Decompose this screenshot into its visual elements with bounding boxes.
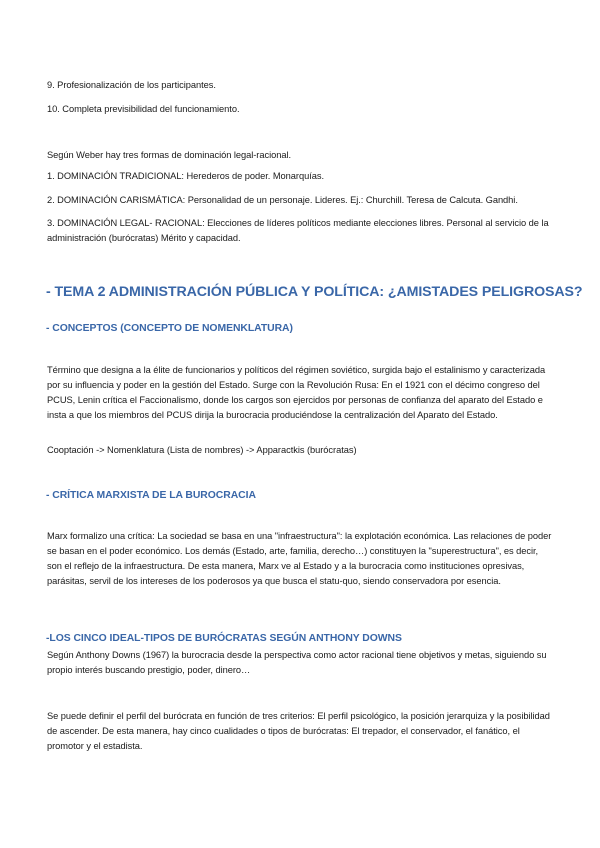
form-carismatica: 2. DOMINACIÓN CARISMÁTICA: Personalidad de un personaje. Lideres. Ej.: Churchill. Teresa de Calcuta. Gandhi. xyxy=(47,195,518,205)
downs-paragraph: Según Anthony Downs (1967) la burocracia desde la perspectiva como actor racional tiene objetivos y metas, siguiendo su propio interés buscando prestigio, poder, dinero… xyxy=(47,650,547,675)
list-item-9: 9. Profesionalización de los participantes. xyxy=(47,80,216,90)
tema2-heading: - TEMA 2 ADMINISTRACIÓN PÚBLICA Y POLÍTICA: ¿AMISTADES PELIGROSAS? xyxy=(46,284,583,300)
marx-paragraph: Marx formalizo una crítica: La sociedad se basa en una "infraestructura": la explotación económica. Las relaciones de poder se basan en el poder económico. Los demás (Estado, arte, familia, derecho…) constituyen la "superestructura", es decir, son el reflejo de la infraestructura. De esta manera, Marx ve al Estado y a la burocracia como instituciones opresivas, parásitas, servil de los intereses de los poderosos ya que busca el statu-quo, siendo conservadora por esencia. xyxy=(47,531,552,586)
form-legal-racional: 3. DOMINACIÓN LEGAL- RACIONAL: Elecciones de líderes políticos mediante elecciones libres. Personal al servicio de la administración (burócratas) Mérito y capacidad. xyxy=(47,218,549,243)
form-tradicional: 1. DOMINACIÓN TRADICIONAL: Herederos de poder. Monarquías. xyxy=(47,171,324,181)
critica-heading: - CRÍTICA MARXISTA DE LA BUROCRACIA xyxy=(46,490,256,501)
weber-intro: Según Weber hay tres formas de dominación legal-racional. xyxy=(47,150,291,160)
perfil-paragraph: Se puede definir el perfil del burócrata en función de tres criterios: El perfil psicológico, la posición jerarquiza y la posibilidad de ascender. De esta manera, hay cinco cualidades o tipos de burócratas: El trepador, el conservador, el fanático, el promotor y el estadista. xyxy=(47,711,550,751)
list-item-10: 10. Completa previsibilidad del funcionamiento. xyxy=(47,104,240,114)
nomenklatura-paragraph: Término que designa a la élite de funcionarios y políticos del régimen soviético, surgida bajo el estalinismo y caracterizada por su influencia y poder en la gestión del Estado. Surge con la Revolución Rusa: En el 1921 con el décimo congreso del PCUS, Lenin crítica el Faccionalismo, donde los cargos son ejercidos por personas de confianza del aparato del Estado e insta a que los miembros del PCUS dirija la burocracia produciéndose la centralización del Aparato del Estado. xyxy=(47,365,546,420)
cooptacion-line: Cooptación -> Nomenklatura (Lista de nombres) -> Apparactkis (burócratas) xyxy=(47,445,357,455)
conceptos-heading: - CONCEPTOS (CONCEPTO DE NOMENKLATURA) xyxy=(46,323,293,334)
downs-heading: -LOS CINCO IDEAL-TIPOS DE BURÓCRATAS SEGÚN ANTHONY DOWNS xyxy=(46,633,402,644)
